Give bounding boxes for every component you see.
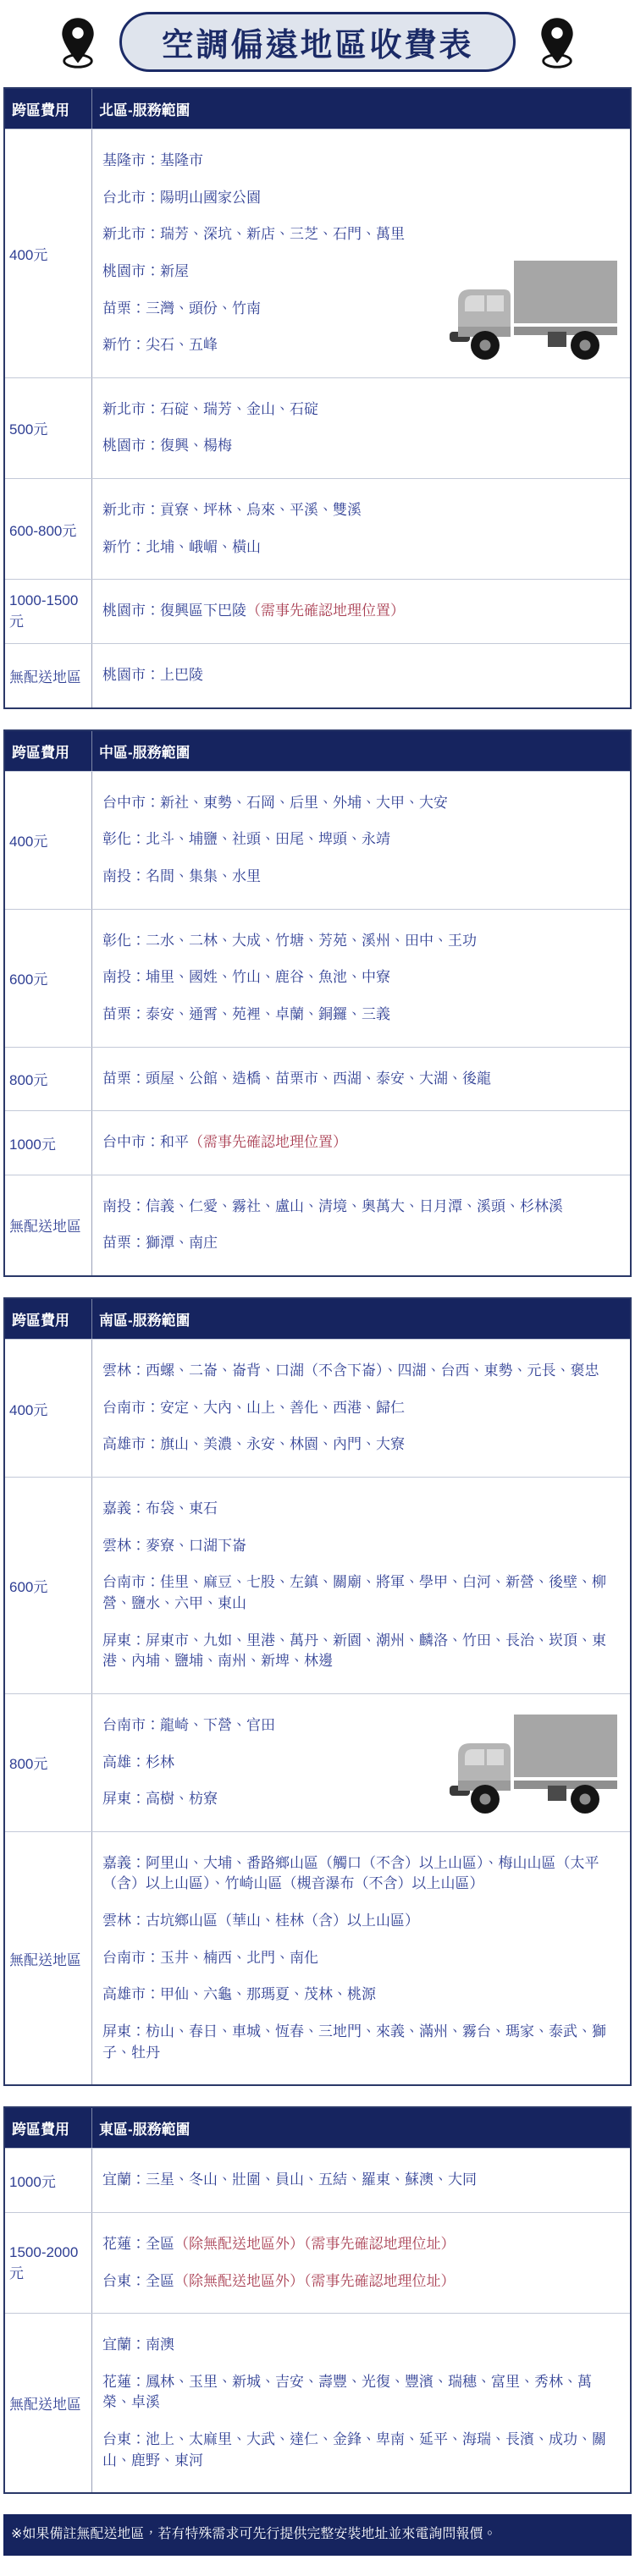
fee-cell: 800元: [5, 1048, 92, 1111]
fee-cell: 無配送地區: [5, 2314, 92, 2492]
region-table-south: [3, 1297, 632, 2086]
fee-cell: 600元: [5, 1478, 92, 1693]
fee-row: [5, 909, 630, 1047]
fee-row: [5, 771, 630, 909]
footer-note: ※如果備註無配送地區，若有特殊需求可先行提供完整安裝地址並來電詢問報價。: [3, 2514, 632, 2555]
area-text: 苗栗：泰安、通霄、苑裡、卓蘭、銅鑼、三義: [102, 1005, 390, 1022]
service-area-line: [102, 1536, 620, 1557]
fee-column-header: 跨區費用: [5, 731, 92, 771]
service-area-line: [102, 399, 620, 421]
fee-cell: 無配送地區: [5, 644, 92, 707]
service-area-line: [102, 1197, 620, 1218]
service-area-line: [102, 224, 439, 245]
area-text: 高雄：杉林: [102, 1753, 174, 1770]
region-table-east: [3, 2106, 632, 2494]
fee-cell: 400元: [5, 129, 92, 377]
area-text: 苗栗：獅潭、南庄: [102, 1235, 218, 1252]
service-area-line: [102, 665, 620, 686]
fee-row: [5, 478, 630, 579]
area-text: 基隆市：基隆市: [102, 152, 203, 168]
area-text: 新北市：石碇、瑞芳、金山、石碇: [102, 400, 318, 417]
service-area-cell: [92, 2314, 630, 2492]
fee-row: [5, 579, 630, 643]
area-text: 桃園市：上巴陵: [102, 667, 203, 684]
service-area-line: [102, 2271, 620, 2293]
area-text: 桃園市：復興、楊梅: [102, 438, 232, 454]
area-text: 嘉義：阿里山、大埔、番路鄉山區（觸口（不含）以上山區）、梅山山區（太平（含）以上山區）、竹崎山區（槻音瀑布（不含）以上山區）: [102, 1854, 599, 1892]
area-text: 新北市：瑞芳、深坑、新店、三芝、石門、萬里: [102, 226, 405, 243]
fee-cell: 無配送地區: [5, 1832, 92, 2084]
service-area-line: [102, 2372, 620, 2414]
service-area-line: [102, 537, 620, 559]
service-area-line: [102, 867, 620, 888]
fee-column-header: 跨區費用: [5, 2108, 92, 2148]
fee-column-header: 跨區費用: [5, 89, 92, 129]
area-text: 雲林：麥寮、口湖下崙: [102, 1537, 246, 1554]
table-header-row: [5, 2108, 630, 2148]
area-text: 台南市：佳里、麻豆、七股、左鎮、關廟、將軍、學甲、白河、新營、後壁、柳營、鹽水、六甲、東山: [102, 1574, 606, 1611]
service-area-line: [102, 436, 620, 457]
area-text: 桃園市：復興區下巴陵: [102, 603, 246, 619]
area-text: 台南市：玉井、楠西、北門、南化: [102, 1949, 318, 1966]
area-text: 高雄市：旗山、美濃、永安、林園、內門、大寮: [102, 1436, 405, 1453]
region-header-south: 南區-服務範圍: [99, 1313, 190, 1329]
area-text: 台南市：龍崎、下營、官田: [102, 1716, 275, 1733]
location-pin-icon: [58, 16, 97, 69]
fee-cell: 1000元: [5, 1111, 92, 1175]
fee-row: [5, 2212, 630, 2313]
service-area-cell: [92, 1175, 630, 1275]
region-header-north: 北區-服務範圍: [99, 102, 190, 118]
service-area-line: [102, 1005, 620, 1026]
service-area-line: [102, 1631, 620, 1672]
fee-row: [5, 2148, 630, 2212]
service-area-line: [102, 1753, 439, 1774]
service-area-line: [102, 2430, 620, 2471]
fee-cell: 400元: [5, 1340, 92, 1477]
fee-row: [5, 643, 630, 707]
service-area-line: [102, 829, 620, 850]
service-area-line: [102, 931, 620, 952]
area-text: 雲林：西螺、二崙、崙背、口湖（不含下崙）、四湖、台西、東勢、元長、褒忠: [102, 1362, 599, 1379]
fee-cell: 800元: [5, 1694, 92, 1831]
service-area-line: [102, 1853, 620, 1895]
fee-cell: 600元: [5, 910, 92, 1047]
service-area-line: [102, 1398, 620, 1419]
service-area-line: [102, 1715, 439, 1737]
location-pin-icon: [538, 16, 577, 69]
area-text: 彰化：二水、二林、大成、竹塘、芳苑、溪州、田中、王功: [102, 932, 477, 949]
table-header-row: [5, 1299, 630, 1339]
service-area-cell: [92, 129, 630, 377]
service-area-line: [102, 1499, 620, 1520]
warning-text: （除無配送地區外）（需事先確認地理位址）: [174, 2235, 456, 2252]
table-header-row: [5, 89, 630, 129]
service-area-cell: [92, 1832, 630, 2084]
page-header: [3, 8, 632, 87]
service-area-line: [102, 1434, 620, 1456]
service-area-line: [102, 335, 439, 356]
fee-row: [5, 1693, 630, 1831]
service-area-line: [102, 1132, 620, 1153]
fee-cell: 1500-2000元: [5, 2213, 92, 2313]
service-area-line: [102, 299, 439, 320]
area-text: 南投：名間、集集、水里: [102, 867, 261, 884]
service-area-line: [102, 601, 620, 622]
region-header-central: 中區-服務範圍: [99, 744, 190, 761]
service-area-line: [102, 1948, 620, 1969]
service-area-line: [102, 793, 620, 814]
service-area-line: [102, 151, 439, 172]
region-table-north: [3, 87, 632, 709]
service-area-line: [102, 1789, 439, 1810]
service-area-line: [102, 1572, 620, 1614]
fee-row: [5, 1047, 630, 1111]
area-text: 新竹：北埔、峨嵋、橫山: [102, 538, 261, 555]
area-text: 宜蘭：南澳: [102, 2337, 174, 2353]
region-header-east: 東區-服務範圍: [99, 2122, 190, 2138]
area-text: 宜蘭：三星、冬山、壯圍、員山、五結、羅東、蘇澳、大同: [102, 2171, 477, 2188]
fee-cell: 500元: [5, 378, 92, 478]
fee-row: [5, 1175, 630, 1275]
service-area-line: [102, 500, 620, 521]
fee-cell: 400元: [5, 772, 92, 909]
area-text: 南投：埔里、國姓、竹山、鹿谷、魚池、中寮: [102, 969, 390, 986]
service-area-line: [102, 1069, 620, 1090]
area-text: 屏東：高樹、枋寮: [102, 1791, 218, 1808]
area-text: 新竹：尖石、五峰: [102, 337, 218, 354]
area-text: 桃園市：新屋: [102, 262, 189, 279]
area-text: 高雄市：甲仙、六龜、那瑪夏、茂林、桃源: [102, 1986, 376, 2003]
area-text: 彰化：北斗、埔鹽、社頭、田尾、埤頭、永靖: [102, 831, 390, 848]
fee-row: [5, 1339, 630, 1477]
service-area-cell: [92, 2149, 630, 2212]
area-text: 花蓮：鳳林、玉里、新城、吉安、壽豐、光復、豐濱、瑞穗、富里、秀林、萬榮、卓溪: [102, 2373, 592, 2411]
service-area-cell: [92, 644, 630, 707]
fee-row: [5, 2313, 630, 2492]
fee-row: [5, 1831, 630, 2084]
area-text: 苗栗：三灣、頭份、竹南: [102, 300, 261, 316]
area-text: 嘉義：布袋、東石: [102, 1500, 218, 1517]
fee-column-header: 跨區費用: [5, 1299, 92, 1339]
area-text: 台南市：安定、大內、山上、善化、西港、歸仁: [102, 1399, 405, 1416]
area-text: 新北市：貢寮、坪林、烏來、平溪、雙溪: [102, 502, 362, 519]
service-area-line: [102, 1233, 620, 1254]
service-area-line: [102, 1911, 620, 1932]
fee-cell: 1000-1500元: [5, 580, 92, 643]
area-text: 台東：全區: [102, 2272, 174, 2289]
area-text: 台中市：新社、東勢、石岡、后里、外埔、大甲、大安: [102, 794, 448, 811]
area-text: 台東：池上、太麻里、大武、達仁、金鋒、卑南、延平、海瑞、長濱、成功、關山、鹿野、東河: [102, 2431, 606, 2469]
delivery-truck-icon: [448, 1711, 621, 1821]
area-text: 台中市：和平: [102, 1134, 189, 1151]
fee-cell: 無配送地區: [5, 1175, 92, 1275]
fee-row: [5, 1110, 630, 1175]
service-area-line: [102, 967, 620, 988]
region-table-central: [3, 729, 632, 1277]
service-area-line: [102, 1984, 620, 2006]
area-text: 雲林：古坑鄉山區（華山、桂林（含）以上山區）: [102, 1913, 419, 1929]
service-area-line: [102, 2335, 620, 2356]
service-area-line: [102, 1361, 620, 1382]
area-text: 苗栗：頭屋、公館、造橋、苗栗市、西湖、泰安、大湖、後龍: [102, 1070, 491, 1087]
fee-row: [5, 377, 630, 478]
service-area-cell: [92, 772, 630, 909]
fee-tables: [3, 87, 632, 2494]
service-area-cell: [92, 479, 630, 579]
service-area-cell: [92, 378, 630, 478]
area-text: 花蓮：全區: [102, 2235, 174, 2252]
warning-text: （需事先確認地理位置）: [246, 603, 405, 619]
service-area-cell: [92, 1340, 630, 1477]
page-title: 空調偏遠地區收費表: [119, 12, 515, 72]
area-text: 台北市：陽明山國家公園: [102, 189, 261, 206]
service-area-cell: [92, 910, 630, 1047]
table-header-row: [5, 731, 630, 771]
area-text: 南投：信義、仁愛、霧社、盧山、清境、奧萬大、日月潭、溪頭、杉林溪: [102, 1197, 563, 1214]
service-area-cell: [92, 1048, 630, 1111]
fee-cell: 600-800元: [5, 479, 92, 579]
service-area-line: [102, 2170, 620, 2191]
fee-row: [5, 1477, 630, 1693]
fee-row: [5, 129, 630, 377]
service-area-line: [102, 261, 439, 283]
service-area-cell: [92, 1694, 630, 1831]
service-area-cell: [92, 580, 630, 643]
service-area-line: [102, 2022, 620, 2063]
service-area-line: [102, 188, 439, 209]
area-text: 屏東：屏東市、九如、里港、萬丹、新園、潮州、麟洛、竹田、長治、崁頂、東港、內埔、鹽埔、南州、新埤、林邊: [102, 1632, 606, 1670]
service-area-cell: [92, 1478, 630, 1693]
service-area-line: [102, 2234, 620, 2255]
delivery-truck-icon: [448, 257, 621, 367]
warning-text: （除無配送地區外）（需事先確認地理位址）: [174, 2272, 456, 2289]
service-area-cell: [92, 2213, 630, 2313]
warning-text: （需事先確認地理位置）: [189, 1134, 347, 1151]
area-text: 屏東：枋山、春日、車城、恆春、三地門、來義、滿州、霧台、瑪家、泰武、獅子、牡丹: [102, 2023, 606, 2061]
service-area-cell: [92, 1111, 630, 1175]
fee-cell: 1000元: [5, 2149, 92, 2212]
